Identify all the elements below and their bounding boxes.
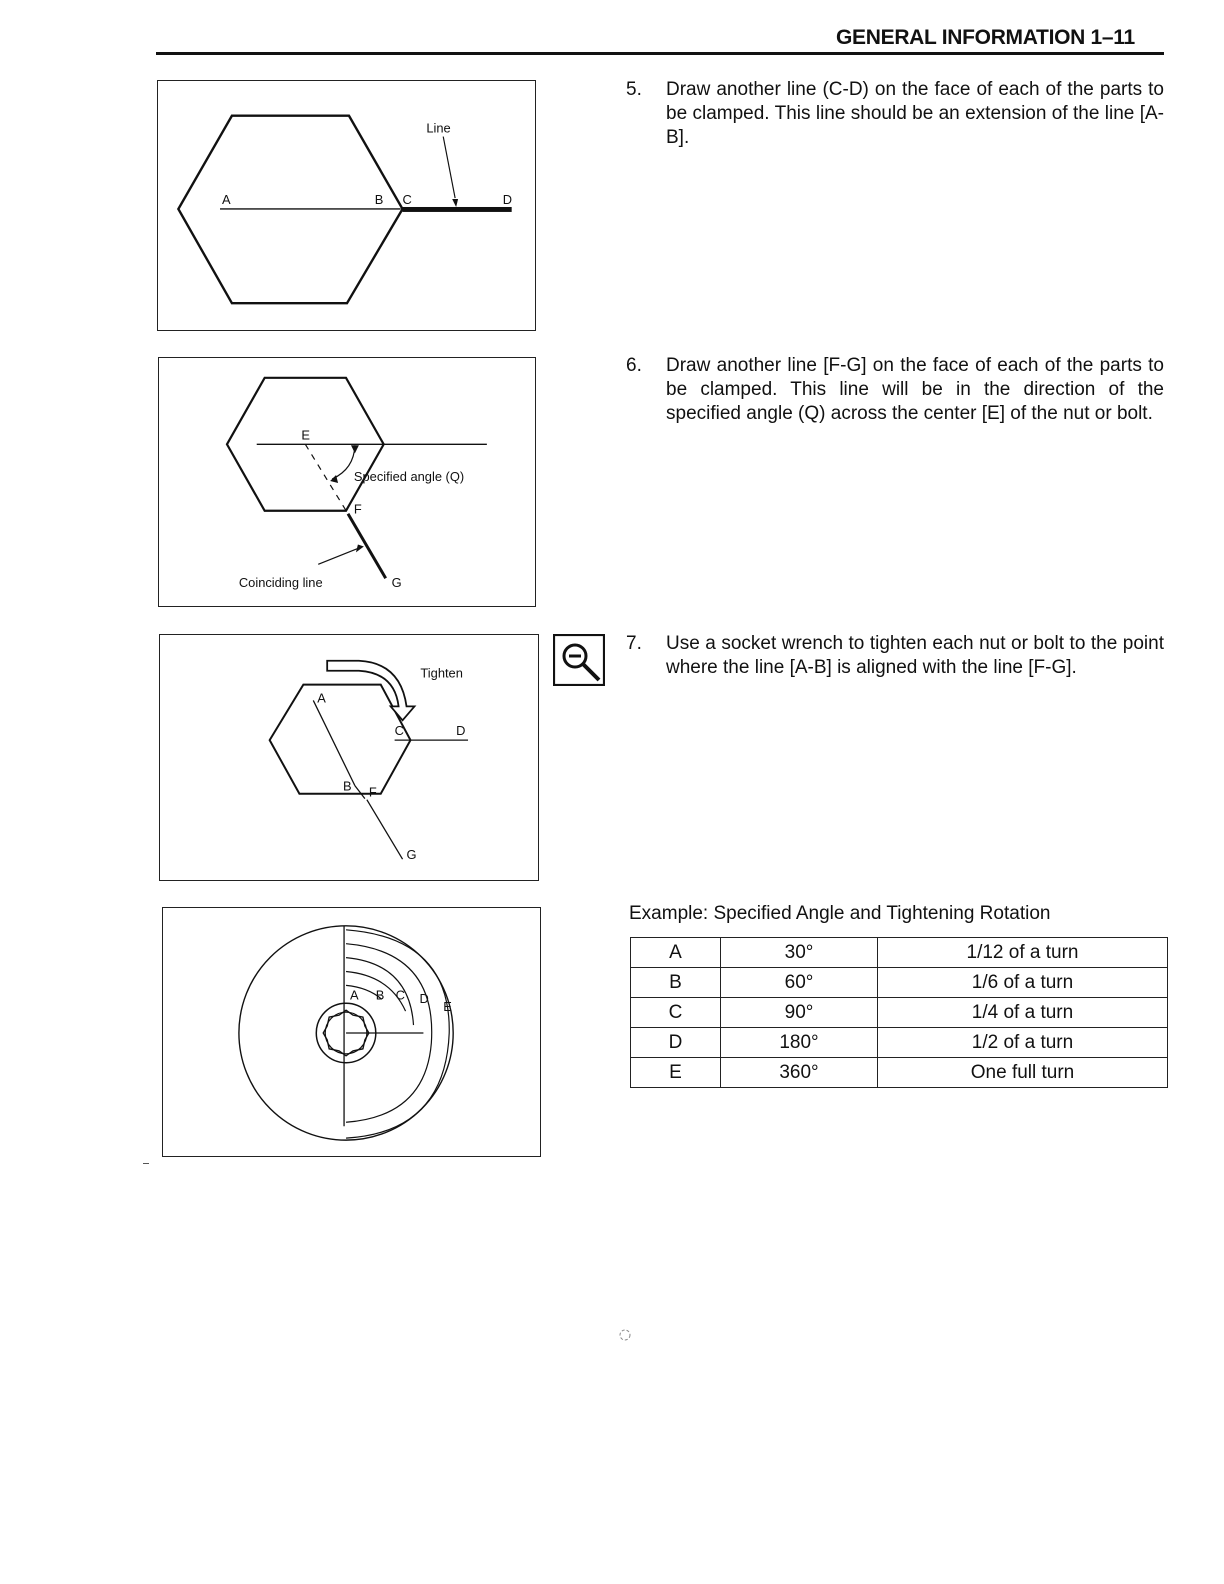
label-a: A: [350, 987, 359, 1003]
line-f-g: [367, 800, 403, 860]
figure-tighten-drawing: [160, 635, 538, 880]
label-e: E: [301, 427, 310, 443]
label-b: B: [343, 778, 352, 794]
line-c-d: [403, 207, 512, 212]
label-line: Line: [426, 120, 451, 136]
label-e: E: [443, 999, 452, 1015]
label-g: G: [391, 575, 402, 591]
label-b: B: [374, 192, 384, 208]
cell-rotation: 1/6 of a turn: [878, 968, 1168, 998]
arrow-head: [351, 445, 359, 453]
step-7: [626, 632, 1166, 704]
angle-arc: [332, 445, 355, 479]
cell-angle: 90°: [721, 998, 878, 1028]
label-d: D: [419, 991, 429, 1007]
cell-angle: 180°: [721, 1028, 878, 1058]
arrow-head: [356, 544, 364, 552]
step-7-number: 7.: [626, 633, 642, 654]
socket-wrench-icon: [553, 634, 605, 686]
figure-line-cd: [157, 80, 536, 331]
label-a: A: [222, 192, 231, 208]
table-row: [631, 968, 1168, 998]
label-specified-angle: Specified angle (Q): [353, 469, 465, 485]
arrow-head: [452, 199, 458, 207]
tighten-arrow-icon: [327, 661, 414, 721]
cell-mark: D: [631, 1028, 721, 1058]
cell-mark: C: [631, 998, 721, 1028]
label-g: G: [406, 847, 417, 863]
cell-mark: B: [631, 968, 721, 998]
figure-line-fg: [158, 357, 536, 607]
line-a-b: [313, 700, 355, 785]
cell-rotation: 1/12 of a turn: [878, 938, 1168, 968]
cell-mark: E: [631, 1058, 721, 1088]
figure-angle-rotation: [162, 907, 541, 1157]
cell-rotation: One full turn: [878, 1058, 1168, 1088]
label-d: D: [456, 723, 466, 739]
table-caption: Example: Specified Angle and Tightening Rotation: [629, 903, 1051, 924]
step-5: [626, 78, 1166, 150]
label-c: C: [395, 987, 405, 1003]
page-header-title: GENERAL INFORMATION 1–11: [836, 26, 1135, 49]
header-rule: [156, 52, 1164, 55]
step-7-text: Use a socket wrench to tighten each nut or bolt to the point where the line [A-B] is aligned with the line [F-G].: [666, 633, 1164, 678]
label-b: B: [375, 987, 385, 1003]
cell-rotation: 1/4 of a turn: [878, 998, 1168, 1028]
cell-angle: 30°: [721, 938, 878, 968]
cell-mark: A: [631, 938, 721, 968]
label-f: F: [353, 501, 362, 517]
label-tighten: Tighten: [420, 665, 463, 681]
label-coinciding-line: Coinciding line: [238, 575, 323, 591]
label-c: C: [402, 192, 412, 208]
figure-tighten: [159, 634, 539, 881]
label-a: A: [317, 690, 326, 706]
stray-mark: [143, 1163, 149, 1164]
step-6-text: Draw another line [F-G] on the face of each of the parts to be clamped. This line will be in the direction of the specified angle (Q) across the center [E] of the nut or bolt.: [666, 355, 1164, 424]
leader-line: [318, 548, 358, 564]
cell-angle: 360°: [721, 1058, 878, 1088]
step-5-number: 5.: [626, 79, 642, 100]
center-line-e-f: [305, 444, 348, 513]
label-d: D: [502, 192, 513, 208]
line-f-g: [348, 514, 386, 578]
cell-rotation: 1/2 of a turn: [878, 1028, 1168, 1058]
table-row: [631, 1058, 1168, 1088]
leader-line: [443, 137, 455, 199]
angle-rotation-table: [630, 937, 1168, 1088]
table-row: [631, 1028, 1168, 1058]
page-mark-icon: [616, 1326, 634, 1344]
label-c: C: [394, 723, 404, 739]
cell-angle: 60°: [721, 968, 878, 998]
table-row: [631, 998, 1168, 1028]
nut-hexagon: [270, 685, 411, 794]
figure-line-fg-drawing: [159, 358, 535, 606]
label-f: F: [368, 784, 377, 800]
figure-line-cd-drawing: [158, 81, 535, 330]
step-6: [626, 354, 1166, 450]
step-6-number: 6.: [626, 355, 642, 376]
step-5-text: Draw another line (C-D) on the face of each of the parts to be clamped. This line should be an extension of the line [A-B].: [666, 79, 1164, 148]
table-row: [631, 938, 1168, 968]
figure-angle-rotation-drawing: [163, 908, 540, 1156]
line-b-f: [355, 786, 365, 799]
